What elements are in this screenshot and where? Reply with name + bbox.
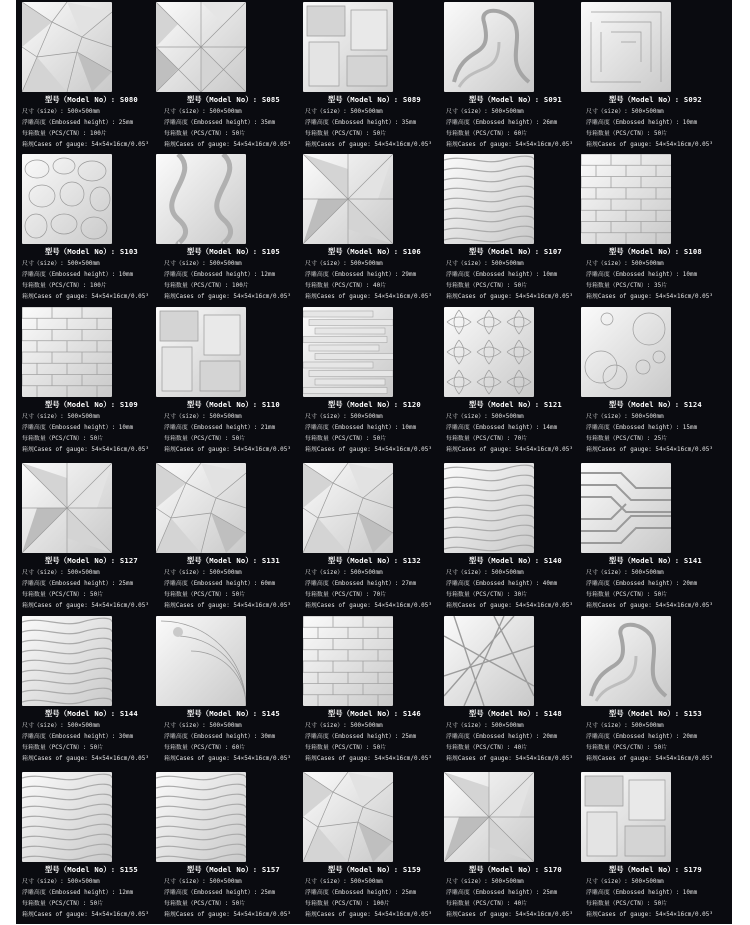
model-number: 型号（Model No）: S127 — [45, 556, 138, 565]
emboss-height-spec: 浮雕高度（Embossed height）: 10mm — [586, 890, 698, 896]
product-card — [584, 614, 727, 769]
size-spec: 尺寸（size）: 500×500mm — [586, 109, 664, 115]
product-card — [584, 770, 727, 925]
emboss-height-spec: 浮雕高度（Embossed height）: 10mm — [446, 272, 558, 278]
product-card — [584, 152, 727, 307]
model-number: 型号（Model No）: S170 — [469, 865, 562, 874]
product-card — [162, 0, 305, 155]
emboss-height-spec: 浮雕高度（Embossed height）: 10mm — [586, 120, 698, 126]
size-spec: 尺寸（size）: 500×500mm — [305, 414, 383, 420]
emboss-height-spec: 浮雕高度（Embossed height）: 40mm — [446, 581, 558, 587]
product-card — [20, 305, 163, 460]
pcs-per-carton-spec: 每箱数量（PCS/CTN）: 100片 — [305, 901, 390, 907]
size-spec: 尺寸（size）: 500×500mm — [305, 570, 383, 576]
carton-gauge-spec: 箱规Cases of gauge: 54×54×16cm/0.05³ — [305, 142, 432, 148]
product-grid — [16, 0, 732, 924]
emboss-height-spec: 浮雕高度（Embossed height）: 20mm — [446, 734, 558, 740]
model-number: 型号（Model No）: S092 — [609, 95, 702, 104]
pcs-per-carton-spec: 每箱数量（PCS/CTN）: 50片 — [305, 745, 387, 751]
panel-image — [581, 2, 671, 92]
pcs-per-carton-spec: 每箱数量（PCS/CTN）: 50片 — [586, 592, 668, 598]
model-number: 型号（Model No）: S089 — [328, 95, 421, 104]
emboss-height-spec: 浮雕高度（Embossed height）: 26mm — [446, 120, 558, 126]
model-number: 型号（Model No）: S155 — [45, 865, 138, 874]
emboss-height-spec: 浮雕高度（Embossed height）: 35mm — [305, 120, 417, 126]
emboss-height-spec: 浮雕高度（Embossed height）: 35mm — [164, 120, 276, 126]
pcs-per-carton-spec: 每箱数量（PCS/CTN）: 50片 — [164, 131, 246, 137]
carton-gauge-spec: 箱规Cases of gauge: 54×54×16cm/0.05³ — [446, 447, 573, 453]
panel-image — [156, 154, 246, 244]
panel-image — [303, 2, 393, 92]
emboss-height-spec: 浮雕高度（Embossed height）: 25mm — [164, 890, 276, 896]
panel-image — [444, 616, 534, 706]
product-card — [20, 461, 163, 616]
panel-image — [156, 307, 246, 397]
size-spec: 尺寸（size）: 500×500mm — [164, 261, 242, 267]
carton-gauge-spec: 箱规Cases of gauge: 54×54×16cm/0.05³ — [586, 142, 713, 148]
carton-gauge-spec: 箱规Cases of gauge: 54×54×16cm/0.05³ — [164, 294, 291, 300]
emboss-height-spec: 浮雕高度（Embossed height）: 27mm — [305, 581, 417, 587]
emboss-height-spec: 浮雕高度（Embossed height）: 30mm — [22, 734, 134, 740]
product-card — [162, 461, 305, 616]
emboss-height-spec: 浮雕高度（Embossed height）: 25mm — [22, 120, 134, 126]
carton-gauge-spec: 箱规Cases of gauge: 54×54×16cm/0.05³ — [446, 912, 573, 918]
panel-image — [22, 772, 112, 862]
pcs-per-carton-spec: 每箱数量（PCS/CTN）: 50片 — [22, 901, 104, 907]
emboss-height-spec: 浮雕高度（Embossed height）: 25mm — [305, 890, 417, 896]
carton-gauge-spec: 箱规Cases of gauge: 54×54×16cm/0.05³ — [446, 756, 573, 762]
carton-gauge-spec: 箱规Cases of gauge: 54×54×16cm/0.05³ — [22, 603, 149, 609]
model-number: 型号（Model No）: S106 — [328, 247, 421, 256]
panel-image — [156, 2, 246, 92]
model-number: 型号（Model No）: S146 — [328, 709, 421, 718]
emboss-height-spec: 浮雕高度（Embossed height）: 12mm — [22, 890, 134, 896]
size-spec: 尺寸（size）: 500×500mm — [446, 570, 524, 576]
model-number: 型号（Model No）: S109 — [45, 400, 138, 409]
size-spec: 尺寸（size）: 500×500mm — [22, 414, 100, 420]
panel-image — [581, 154, 671, 244]
size-spec: 尺寸（size）: 500×500mm — [164, 723, 242, 729]
carton-gauge-spec: 箱规Cases of gauge: 54×54×16cm/0.05³ — [586, 294, 713, 300]
carton-gauge-spec: 箱规Cases of gauge: 54×54×16cm/0.05³ — [305, 603, 432, 609]
product-card — [303, 461, 446, 616]
carton-gauge-spec: 箱规Cases of gauge: 54×54×16cm/0.05³ — [586, 756, 713, 762]
pcs-per-carton-spec: 每箱数量（PCS/CTN）: 40片 — [446, 901, 528, 907]
panel-image — [444, 463, 534, 553]
pcs-per-carton-spec: 每箱数量（PCS/CTN）: 50片 — [586, 745, 668, 751]
model-number: 型号（Model No）: S091 — [469, 95, 562, 104]
panel-image — [22, 154, 112, 244]
pcs-per-carton-spec: 每箱数量（PCS/CTN）: 50片 — [164, 592, 246, 598]
product-card — [444, 770, 587, 925]
model-number: 型号（Model No）: S179 — [609, 865, 702, 874]
emboss-height-spec: 浮雕高度（Embossed height）: 15mm — [586, 425, 698, 431]
carton-gauge-spec: 箱规Cases of gauge: 54×54×16cm/0.05³ — [446, 603, 573, 609]
product-card — [444, 461, 587, 616]
emboss-height-spec: 浮雕高度（Embossed height）: 10mm — [22, 272, 134, 278]
panel-image — [581, 463, 671, 553]
pcs-per-carton-spec: 每箱数量（PCS/CTN）: 50片 — [446, 283, 528, 289]
carton-gauge-spec: 箱规Cases of gauge: 54×54×16cm/0.05³ — [446, 142, 573, 148]
carton-gauge-spec: 箱规Cases of gauge: 54×54×16cm/0.05³ — [164, 142, 291, 148]
product-card — [584, 0, 727, 155]
panel-image — [156, 616, 246, 706]
model-number: 型号（Model No）: S085 — [187, 95, 280, 104]
product-card — [303, 0, 446, 155]
model-number: 型号（Model No）: S080 — [45, 95, 138, 104]
size-spec: 尺寸（size）: 500×500mm — [164, 570, 242, 576]
emboss-height-spec: 浮雕高度（Embossed height）: 14mm — [446, 425, 558, 431]
model-number: 型号（Model No）: S141 — [609, 556, 702, 565]
product-card — [20, 770, 163, 925]
panel-image — [444, 307, 534, 397]
pcs-per-carton-spec: 每箱数量（PCS/CTN）: 100片 — [22, 131, 107, 137]
carton-gauge-spec: 箱规Cases of gauge: 54×54×16cm/0.05³ — [22, 912, 149, 918]
carton-gauge-spec: 箱规Cases of gauge: 54×54×16cm/0.05³ — [22, 447, 149, 453]
carton-gauge-spec: 箱规Cases of gauge: 54×54×16cm/0.05³ — [305, 294, 432, 300]
size-spec: 尺寸（size）: 500×500mm — [586, 879, 664, 885]
pcs-per-carton-spec: 每箱数量（PCS/CTN）: 40片 — [305, 283, 387, 289]
product-card — [303, 614, 446, 769]
emboss-height-spec: 浮雕高度（Embossed height）: 29mm — [305, 272, 417, 278]
model-number: 型号（Model No）: S124 — [609, 400, 702, 409]
carton-gauge-spec: 箱规Cases of gauge: 54×54×16cm/0.05³ — [586, 603, 713, 609]
carton-gauge-spec: 箱规Cases of gauge: 54×54×16cm/0.05³ — [164, 603, 291, 609]
model-number: 型号（Model No）: S105 — [187, 247, 280, 256]
carton-gauge-spec: 箱规Cases of gauge: 54×54×16cm/0.05³ — [586, 912, 713, 918]
product-card — [444, 614, 587, 769]
emboss-height-spec: 浮雕高度（Embossed height）: 20mm — [586, 734, 698, 740]
pcs-per-carton-spec: 每箱数量（PCS/CTN）: 50片 — [164, 436, 246, 442]
size-spec: 尺寸（size）: 500×500mm — [22, 879, 100, 885]
pcs-per-carton-spec: 每箱数量（PCS/CTN）: 50片 — [22, 592, 104, 598]
pcs-per-carton-spec: 每箱数量（PCS/CTN）: 50片 — [305, 436, 387, 442]
carton-gauge-spec: 箱规Cases of gauge: 54×54×16cm/0.05³ — [164, 447, 291, 453]
catalog-sheet — [16, 0, 732, 924]
pcs-per-carton-spec: 每箱数量（PCS/CTN）: 70片 — [305, 592, 387, 598]
panel-image — [581, 616, 671, 706]
product-card — [303, 152, 446, 307]
emboss-height-spec: 浮雕高度（Embossed height）: 20mm — [586, 581, 698, 587]
size-spec: 尺寸（size）: 500×500mm — [305, 261, 383, 267]
product-card — [444, 152, 587, 307]
carton-gauge-spec: 箱规Cases of gauge: 54×54×16cm/0.05³ — [586, 447, 713, 453]
pcs-per-carton-spec: 每箱数量（PCS/CTN）: 30片 — [446, 592, 528, 598]
emboss-height-spec: 浮雕高度（Embossed height）: 25mm — [446, 890, 558, 896]
product-card — [303, 770, 446, 925]
product-card — [162, 614, 305, 769]
emboss-height-spec: 浮雕高度（Embossed height）: 25mm — [305, 734, 417, 740]
emboss-height-spec: 浮雕高度（Embossed height）: 21mm — [164, 425, 276, 431]
size-spec: 尺寸（size）: 500×500mm — [586, 261, 664, 267]
size-spec: 尺寸（size）: 500×500mm — [305, 109, 383, 115]
size-spec: 尺寸（size）: 500×500mm — [586, 414, 664, 420]
panel-image — [22, 307, 112, 397]
pcs-per-carton-spec: 每箱数量（PCS/CTN）: 50片 — [22, 745, 104, 751]
panel-image — [303, 154, 393, 244]
pcs-per-carton-spec: 每箱数量（PCS/CTN）: 25片 — [586, 436, 668, 442]
panel-image — [581, 772, 671, 862]
emboss-height-spec: 浮雕高度（Embossed height）: 25mm — [22, 581, 134, 587]
model-number: 型号（Model No）: S148 — [469, 709, 562, 718]
product-card — [162, 770, 305, 925]
model-number: 型号（Model No）: S103 — [45, 247, 138, 256]
model-number: 型号（Model No）: S153 — [609, 709, 702, 718]
panel-image — [444, 154, 534, 244]
model-number: 型号（Model No）: S108 — [609, 247, 702, 256]
size-spec: 尺寸（size）: 500×500mm — [446, 261, 524, 267]
model-number: 型号（Model No）: S120 — [328, 400, 421, 409]
carton-gauge-spec: 箱规Cases of gauge: 54×54×16cm/0.05³ — [446, 294, 573, 300]
model-number: 型号（Model No）: S132 — [328, 556, 421, 565]
size-spec: 尺寸（size）: 500×500mm — [446, 109, 524, 115]
pcs-per-carton-spec: 每箱数量（PCS/CTN）: 100片 — [164, 283, 249, 289]
panel-image — [581, 307, 671, 397]
panel-image — [22, 2, 112, 92]
panel-image — [444, 772, 534, 862]
pcs-per-carton-spec: 每箱数量（PCS/CTN）: 70片 — [446, 436, 528, 442]
pcs-per-carton-spec: 每箱数量（PCS/CTN）: 60片 — [446, 131, 528, 137]
pcs-per-carton-spec: 每箱数量（PCS/CTN）: 60片 — [164, 745, 246, 751]
product-card — [20, 0, 163, 155]
panel-image — [156, 463, 246, 553]
product-card — [303, 305, 446, 460]
emboss-height-spec: 浮雕高度（Embossed height）: 30mm — [164, 734, 276, 740]
size-spec: 尺寸（size）: 500×500mm — [305, 723, 383, 729]
carton-gauge-spec: 箱规Cases of gauge: 54×54×16cm/0.05³ — [305, 447, 432, 453]
model-number: 型号（Model No）: S131 — [187, 556, 280, 565]
pcs-per-carton-spec: 每箱数量（PCS/CTN）: 50片 — [305, 131, 387, 137]
panel-image — [303, 307, 393, 397]
pcs-per-carton-spec: 每箱数量（PCS/CTN）: 50片 — [586, 901, 668, 907]
product-card — [162, 152, 305, 307]
size-spec: 尺寸（size）: 500×500mm — [22, 570, 100, 576]
size-spec: 尺寸（size）: 500×500mm — [22, 261, 100, 267]
size-spec: 尺寸（size）: 500×500mm — [446, 879, 524, 885]
size-spec: 尺寸（size）: 500×500mm — [164, 414, 242, 420]
pcs-per-carton-spec: 每箱数量（PCS/CTN）: 50片 — [22, 436, 104, 442]
pcs-per-carton-spec: 每箱数量（PCS/CTN）: 100片 — [22, 283, 107, 289]
model-number: 型号（Model No）: S110 — [187, 400, 280, 409]
panel-image — [444, 2, 534, 92]
carton-gauge-spec: 箱规Cases of gauge: 54×54×16cm/0.05³ — [164, 912, 291, 918]
product-card — [444, 0, 587, 155]
product-card — [20, 152, 163, 307]
emboss-height-spec: 浮雕高度（Embossed height）: 12mm — [164, 272, 276, 278]
model-number: 型号（Model No）: S145 — [187, 709, 280, 718]
product-card — [584, 461, 727, 616]
panel-image — [303, 463, 393, 553]
model-number: 型号（Model No）: S159 — [328, 865, 421, 874]
carton-gauge-spec: 箱规Cases of gauge: 54×54×16cm/0.05³ — [305, 756, 432, 762]
product-card — [444, 305, 587, 460]
size-spec: 尺寸（size）: 500×500mm — [446, 723, 524, 729]
model-number: 型号（Model No）: S121 — [469, 400, 562, 409]
size-spec: 尺寸（size）: 500×500mm — [446, 414, 524, 420]
carton-gauge-spec: 箱规Cases of gauge: 54×54×16cm/0.05³ — [22, 294, 149, 300]
carton-gauge-spec: 箱规Cases of gauge: 54×54×16cm/0.05³ — [22, 142, 149, 148]
size-spec: 尺寸（size）: 500×500mm — [22, 109, 100, 115]
pcs-per-carton-spec: 每箱数量（PCS/CTN）: 50片 — [586, 131, 668, 137]
pcs-per-carton-spec: 每箱数量（PCS/CTN）: 50片 — [164, 901, 246, 907]
size-spec: 尺寸（size）: 500×500mm — [305, 879, 383, 885]
panel-image — [156, 772, 246, 862]
size-spec: 尺寸（size）: 500×500mm — [164, 879, 242, 885]
pcs-per-carton-spec: 每箱数量（PCS/CTN）: 40片 — [446, 745, 528, 751]
size-spec: 尺寸（size）: 500×500mm — [586, 570, 664, 576]
emboss-height-spec: 浮雕高度（Embossed height）: 10mm — [22, 425, 134, 431]
emboss-height-spec: 浮雕高度（Embossed height）: 60mm — [164, 581, 276, 587]
emboss-height-spec: 浮雕高度（Embossed height）: 10mm — [305, 425, 417, 431]
model-number: 型号（Model No）: S140 — [469, 556, 562, 565]
model-number: 型号（Model No）: S157 — [187, 865, 280, 874]
panel-image — [303, 772, 393, 862]
product-card — [20, 614, 163, 769]
size-spec: 尺寸（size）: 500×500mm — [164, 109, 242, 115]
size-spec: 尺寸（size）: 500×500mm — [586, 723, 664, 729]
panel-image — [22, 616, 112, 706]
model-number: 型号（Model No）: S107 — [469, 247, 562, 256]
carton-gauge-spec: 箱规Cases of gauge: 54×54×16cm/0.05³ — [22, 756, 149, 762]
product-card — [162, 305, 305, 460]
emboss-height-spec: 浮雕高度（Embossed height）: 10mm — [586, 272, 698, 278]
product-card — [584, 305, 727, 460]
panel-image — [303, 616, 393, 706]
pcs-per-carton-spec: 每箱数量（PCS/CTN）: 35片 — [586, 283, 668, 289]
carton-gauge-spec: 箱规Cases of gauge: 54×54×16cm/0.05³ — [305, 912, 432, 918]
size-spec: 尺寸（size）: 500×500mm — [22, 723, 100, 729]
panel-image — [22, 463, 112, 553]
carton-gauge-spec: 箱规Cases of gauge: 54×54×16cm/0.05³ — [164, 756, 291, 762]
model-number: 型号（Model No）: S144 — [45, 709, 138, 718]
